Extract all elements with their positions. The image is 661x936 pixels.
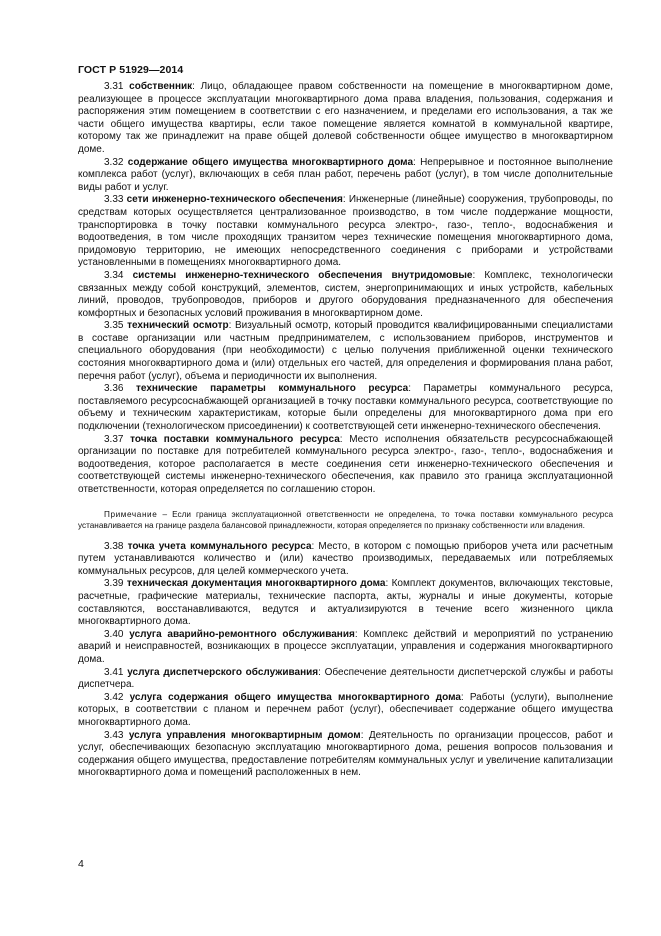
definition-3-35: 3.35 технический осмотр: Визуальный осмотр, который проводится квалифицированными специалистами в составе организации или частным предпринимателем, с использованием приборов, инструментов и специального оборудования (при необходимости) с целью получения приближенной оценки технического состояния многоквартирного дома и (или) отдельных его частей, для определения и формирования плана работ, перечня работ (услуг), объема и периодичности их выполнения. — [78, 320, 613, 382]
term: услуга аварийно-ремонтного обслуживания — [129, 628, 355, 640]
term: услуга диспетчерского обслуживания — [127, 666, 319, 678]
definition-3-42: 3.42 услуга содержания общего имущества многоквартирного дома: Работы (услуги), выполнение которых, в соответствии с планом и перечнем работ (услуг), обеспечивает содержание общего имущества многоквартирного дома. — [78, 691, 614, 728]
definition-3-38: 3.38 точка учета коммунального ресурса: Место, в котором с помощью приборов учета или расчетным путем устанавливаются количество и (или) качество производимых, передаваемых или потребляемых коммунальных ресурсов, для целей коммерческого учета. — [78, 540, 614, 577]
document-body — [78, 81, 613, 780]
term: точка поставки коммунального ресурса — [130, 433, 340, 445]
definition-3-32: 3.32 содержание общего имущества многоквартирного дома: Непрерывное и постоянное выполнение комплекса работ (услуг), включающих в себя план работ, перечень работ (услуг), в том числе дополнительные виды работ и услуг. — [78, 156, 613, 193]
definition-3-36: 3.36 технические параметры коммунального ресурса: Параметры коммунального ресурса, поставляемого ресурсоснабжающей организацией в точку поставки коммунального ресурса, соответствующие по объему и техническим характеристикам, которые были определены для многоквартирного дома при его подключении (технологическом присоединении) к соответствующей сети инженерно-технического обеспечения. — [78, 383, 613, 433]
definition-3-31: 3.31 собственник: Лицо, обладающее правом собственности на помещение в многоквартирном доме, реализующее в процессе эксплуатации многоквартирного дома права владения, пользования, содержания и распоряжения этим помещением в соответствии с его назначением, и пределами его использования, а так же части общего имущества квартиры, если такое помещение является комнатой в коммунальной квартире, которому так же принадлежит на праве общей долевой собственности общее имущество в многоквартирном доме. — [78, 81, 613, 155]
term: точка учета коммунального ресурса — [127, 540, 312, 552]
note-label: Примечание — [104, 509, 158, 519]
definition-3-34: 3.34 системы инженерно-технического обеспечения внутридомовые: Комплекс, технологически связанных между собой конструкций, элементов, систем, энергопринимающих и иных устройств, кабельных линий, проводов, трубопроводов, приборов и другого оборудования предназначенного для обеспечения комфортных и безопасных условий проживания в многоквартирном доме. — [78, 269, 613, 319]
definition-3-33: 3.33 сети инженерно-технического обеспечения: Инженерные (линейные) сооружения, трубопроводы, по средствам которых осуществляется централизованное производство, в том числе поддержание мощности, транспортировка в точку поставки коммунального ресурса электро-, газо-, тепло-, водоснабжения и водоотведения, в том числе проходящих транзитом через технические помещения многоквартирного дома, придомовую территорию, не имеющих непосредственного соединения с приборами и устройствами установленными в помещениях многоквартирного дома. — [78, 194, 613, 269]
term: услуга содержания общего имущества многоквартирного дома — [129, 691, 461, 703]
definition-3-43: 3.43 услуга управления многоквартирным домом: Деятельность по организации процессов, работ и услуг, обеспечивающих безопасную эксплуатацию многоквартирного дома, решения вопросов пользования и содержания общего имущества, предоставление потребителям коммунальных услуг и увеличение капитализации многоквартирного дома и помещений расположенных в нем. — [78, 729, 613, 779]
note — [78, 509, 613, 531]
term: собственник — [129, 81, 193, 92]
term: услуга управления многоквартирным домом — [128, 729, 361, 741]
term: содержание общего имущества многоквартирного дома — [127, 156, 414, 168]
term: системы инженерно-технического обеспечения внутридомовые — [132, 269, 473, 281]
page-number: 4 — [78, 858, 84, 870]
term: технический осмотр — [127, 320, 229, 332]
definition-3-41: 3.41 услуга диспетчерского обслуживания: Обеспечение деятельности диспетчерской службы и работы диспетчера. — [78, 666, 614, 691]
definition-3-37: 3.37 точка поставки коммунального ресурса: Место исполнения обязательств ресурсоснабжающей организации по поставке для потребителей коммунального ресурса электро-, газо-, тепло-, водоснабжения и водоотведения, которое располагается в месте соединения сети инженерно-технического обеспечения и соответствующей системы инженерно-технического обеспечения, как правило это граница эксплуатационной ответственности, которая определяется по соглашению сторон. — [78, 433, 613, 495]
term: технические параметры коммунального ресурса — [136, 383, 409, 395]
document-header: ГОСТ Р 51929—2014 — [78, 64, 184, 76]
term: техническая документация многоквартирного дома — [126, 578, 386, 590]
term: сети инженерно-технического обеспечения — [126, 194, 343, 206]
definition-3-39: 3.39 техническая документация многоквартирного дома: Комплект документов, включающих текстовые, расчетные, графические материалы, технические паспорта, акты, журналы и иные документы, которые составляются, восстанавливаются, ведутся и актуализируются в течение всего жизненного цикла многоквартирного дома. — [78, 578, 614, 628]
note-text: – Если граница эксплуатационной ответственности не определена, то точка поставки коммунального ресурса устанавливается на границе раздела балансовой принадлежности, которая определяется по признаку собственности или владения. — [78, 509, 613, 530]
definition-3-40: 3.40 услуга аварийно-ремонтного обслуживания: Комплекс действий и мероприятий по устранению аварий и неисправностей, возникающих в процессе эксплуатации, управления и содержания многоквартирного дома. — [78, 628, 613, 665]
